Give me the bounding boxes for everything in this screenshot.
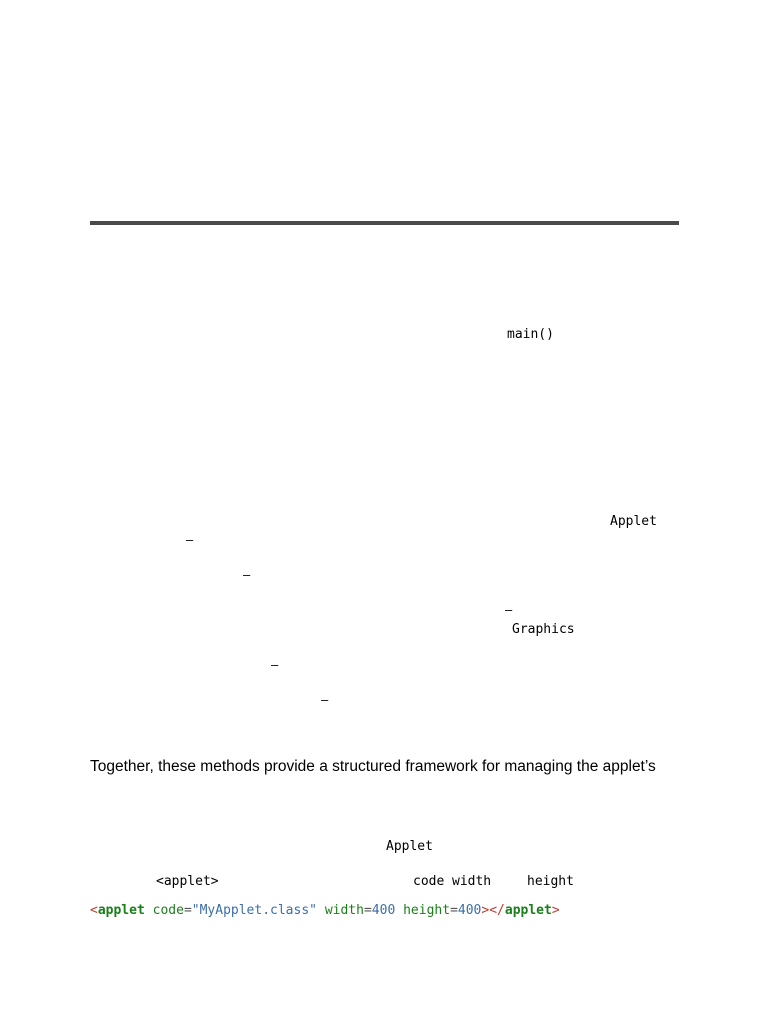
code-tag-name: applet [97,903,145,918]
code-value-height: 400 [457,903,482,918]
dash-marker: – [271,657,279,672]
inline-code-graphics: Graphics [512,622,575,637]
code-value-class: "MyApplet.class" [191,903,317,918]
code-close-bracket: > [551,903,560,918]
code-value-width: 400 [371,903,396,918]
inline-code-applet-2: Applet [386,839,433,854]
dash-marker: – [186,532,194,547]
dash-marker: – [243,567,251,582]
code-attr-height: height [403,903,451,918]
code-equals: = [183,903,192,918]
code-attr-width: width [324,903,364,918]
code-attr-code: code [152,903,184,918]
horizontal-rule [90,221,679,225]
inline-code-main: main() [507,327,554,342]
inline-code-height-attr: height [527,874,574,889]
code-equals: = [450,903,458,918]
dash-marker: – [321,692,329,707]
inline-code-applet-tag: <applet> [156,874,219,889]
dash-marker: – [505,602,513,617]
code-open-bracket: < [90,903,98,918]
code-close-open: ></ [481,903,505,918]
inline-code-width-attr: width [452,874,492,889]
code-sample [90,902,560,920]
code-close-tag-name: applet [504,903,552,918]
inline-code-applet: Applet [610,514,657,529]
inline-code-code-attr: code [413,874,445,889]
summary-paragraph: Together, these methods provide a structured framework for managing the applet’s [90,758,656,775]
code-equals: = [363,903,372,918]
